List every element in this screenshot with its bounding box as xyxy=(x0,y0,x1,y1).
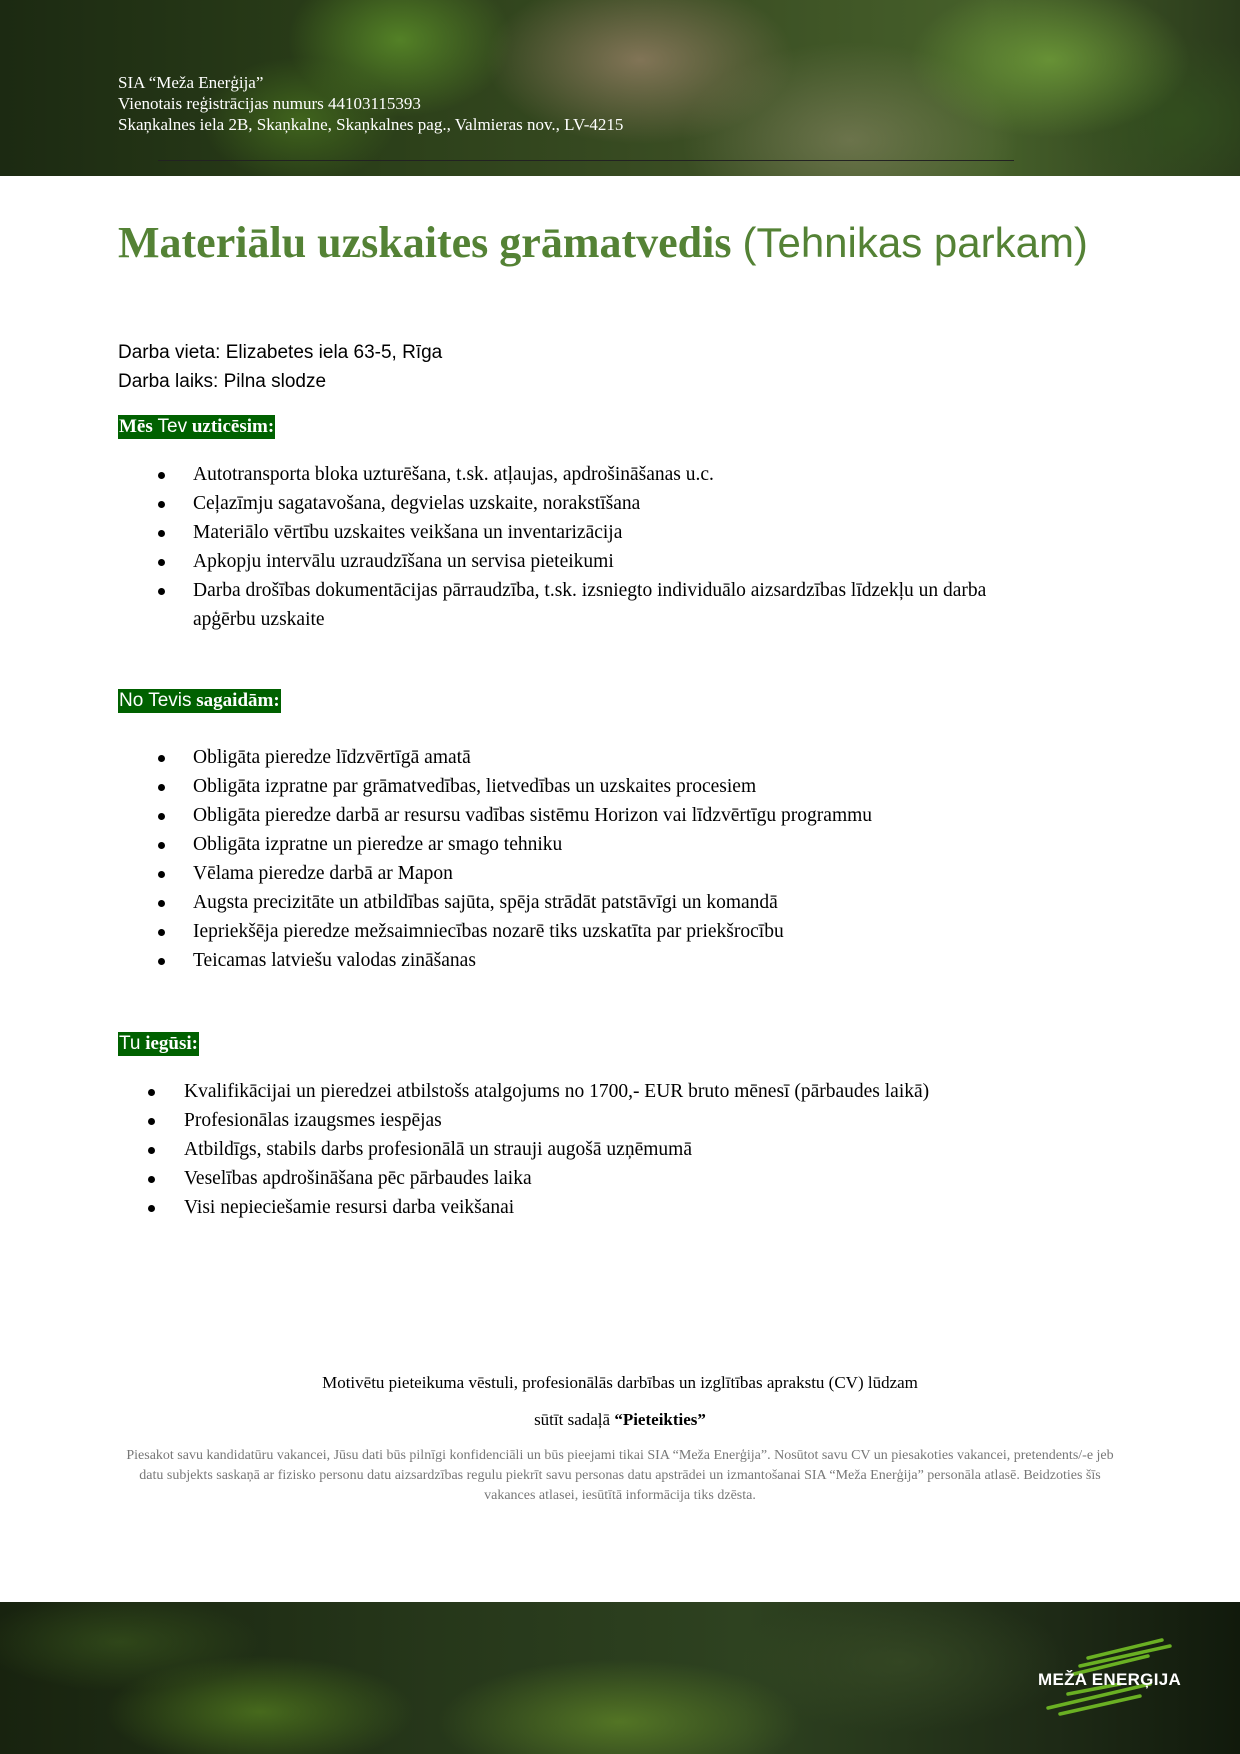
list-item-text: Autotransporta bloka uzturēšana, t.sk. atļaujas, apdrošināšanas u.c. xyxy=(193,464,714,485)
job-title: Materiālu uzskaites grāmatvedis xyxy=(118,218,732,267)
list-item xyxy=(0,743,872,772)
bullet-icon xyxy=(148,1205,155,1212)
list-item xyxy=(0,1106,929,1135)
bullet-icon xyxy=(158,530,165,537)
bullet-icon xyxy=(158,559,165,566)
list-item xyxy=(0,518,1073,547)
list-item xyxy=(0,1193,929,1222)
job-title-sub: (Tehnikas parkam) xyxy=(742,219,1088,266)
company-registration: Vienotais reģistrācijas numurs 44103115393 xyxy=(118,94,421,113)
list-item-text: Obligāta izpratne un pieredze ar smago tehniku xyxy=(193,834,563,855)
apply-section-name: “Pieteikties” xyxy=(614,1410,706,1429)
bullet-icon xyxy=(158,900,165,907)
list-item xyxy=(0,547,1073,576)
list-item xyxy=(0,946,872,975)
bullet-icon xyxy=(148,1147,155,1154)
list-item-text: Visi nepieciešamie resursi darba veikšanai xyxy=(184,1197,515,1218)
worktime: Darba laiks: Pilna slodze xyxy=(118,371,327,392)
list-item-text: Darba drošības dokumentācijas pārraudzība, t.sk. izsniegto individuālo aizsardzības līdzekļu un darba apģērbu uzskaite xyxy=(193,580,987,630)
section-heading-gain xyxy=(118,1032,199,1056)
bullet-icon xyxy=(158,501,165,508)
bullet-icon xyxy=(158,813,165,820)
heading-word: Mēs xyxy=(119,416,153,437)
bullet-icon xyxy=(148,1118,155,1125)
list-item-text: Obligāta izpratne par grāmatvedības, lietvedības un uzskaites procesiem xyxy=(193,776,757,797)
bullet-icon xyxy=(158,929,165,936)
heading-word: Tu xyxy=(119,1033,141,1054)
list-item xyxy=(0,830,872,859)
company-info xyxy=(118,72,623,135)
list-item xyxy=(0,1077,929,1106)
list-item-text: Teicamas latviešu valodas zināšanas xyxy=(193,950,476,971)
list-item xyxy=(0,888,872,917)
privacy-notice: Piesakot savu kandidatūru vakancei, Jūsu dati būs pilnīgi konfidenciāli un būs pieejami tikai SIA “Meža Enerģija”. Nosūtot savu CV un piesakoties vakancei, pretendents/-e jeb datu subjekts saskaņā ar fizisko personu datu aizsardzības regulu piekrīt savu personas datu apstrādei un izmantošanai SIA “Meža Enerģija” personāla atlasē. Beidzoties šīs vakances atlasei, iesūtītā informācija tiks dzēsta. xyxy=(126,1448,1114,1503)
header-banner xyxy=(0,0,1240,176)
list-item-text: Profesionālas izaugsmes iespējas xyxy=(184,1110,442,1131)
list-item-text: Obligāta pieredze darbā ar resursu vadības sistēmu Horizon vai līdzvērtīgu programmu xyxy=(193,805,873,826)
heading-word: iegūsi: xyxy=(145,1033,198,1054)
heading-word: uzticēsim: xyxy=(191,416,275,437)
bullet-icon xyxy=(148,1089,155,1096)
list-item xyxy=(0,489,1073,518)
list-item xyxy=(0,917,872,946)
list-item xyxy=(0,1135,929,1164)
company-address: Skaņkalnes iela 2B, Skaņkalne, Skaņkalnes pag., Valmieras nov., LV-4215 xyxy=(118,115,624,134)
list-item-text: Veselības apdrošināšana pēc pārbaudes laika xyxy=(184,1168,532,1189)
workplace: Darba vieta: Elizabetes iela 63-5, Rīga xyxy=(118,342,443,363)
expect-list xyxy=(0,743,872,975)
company-name: SIA “Meža Enerģija” xyxy=(118,73,264,92)
list-item xyxy=(0,576,1053,634)
heading-word: sagaidām: xyxy=(196,690,280,711)
bullet-icon xyxy=(158,842,165,849)
bullet-icon xyxy=(158,588,165,595)
logo-text: MEŽA ENERĢIJA xyxy=(1038,1670,1182,1689)
section-heading-trust xyxy=(118,415,275,439)
bullet-icon xyxy=(158,871,165,878)
list-item xyxy=(0,1164,929,1193)
list-item xyxy=(0,801,872,830)
page-title xyxy=(118,216,1088,270)
bullet-icon xyxy=(158,755,165,762)
company-logo xyxy=(1030,1636,1200,1726)
job-meta xyxy=(118,338,442,396)
bullet-icon xyxy=(148,1176,155,1183)
list-item-text: Iepriekšēja pieredze mežsaimniecības nozarē tiks uzskatīta par priekšrocību xyxy=(193,921,784,942)
heading-word: No Tevis xyxy=(119,690,192,711)
list-item-text: Ceļazīmju sagatavošana, degvielas uzskaite, norakstīšana xyxy=(193,493,641,514)
header-divider xyxy=(158,160,1014,161)
apply-prefix: sūtīt sadaļā xyxy=(534,1410,615,1429)
list-item-text: Augsta precizitāte un atbildības sajūta, spēja strādāt patstāvīgi un komandā xyxy=(193,892,778,913)
section-heading-expect xyxy=(118,689,281,713)
list-item-text: Obligāta pieredze līdzvērtīgā amatā xyxy=(193,747,471,768)
trust-list xyxy=(0,460,1073,634)
bullet-icon xyxy=(158,958,165,965)
list-item xyxy=(0,460,1073,489)
list-item-text: Vēlama pieredze darbā ar Mapon xyxy=(193,863,453,884)
list-item xyxy=(0,859,872,888)
bullet-icon xyxy=(158,472,165,479)
apply-link-line xyxy=(0,1409,1240,1431)
list-item-text: Apkopju intervālu uzraudzīšana un servisa pieteikumi xyxy=(193,551,614,572)
gain-list xyxy=(0,1077,929,1222)
logo-stripe xyxy=(1060,1696,1140,1714)
list-item-text: Atbildīgs, stabils darbs profesionālā un strauji augošā uzņēmumā xyxy=(184,1139,692,1160)
list-item-text: Kvalifikācijai un pieredzei atbilstošs atalgojums no 1700,- EUR bruto mēnesī (pārbaudes laikā) xyxy=(184,1081,930,1102)
heading-word: Tev xyxy=(157,416,188,437)
list-item-text: Materiālo vērtību uzskaites veikšana un inventarizācija xyxy=(193,522,623,543)
footer-banner xyxy=(0,1602,1240,1754)
list-item xyxy=(0,772,872,801)
bullet-icon xyxy=(158,784,165,791)
apply-instructions: Motivētu pieteikuma vēstuli, profesionālās darbības un izglītības aprakstu (CV) lūdzam xyxy=(322,1373,918,1392)
